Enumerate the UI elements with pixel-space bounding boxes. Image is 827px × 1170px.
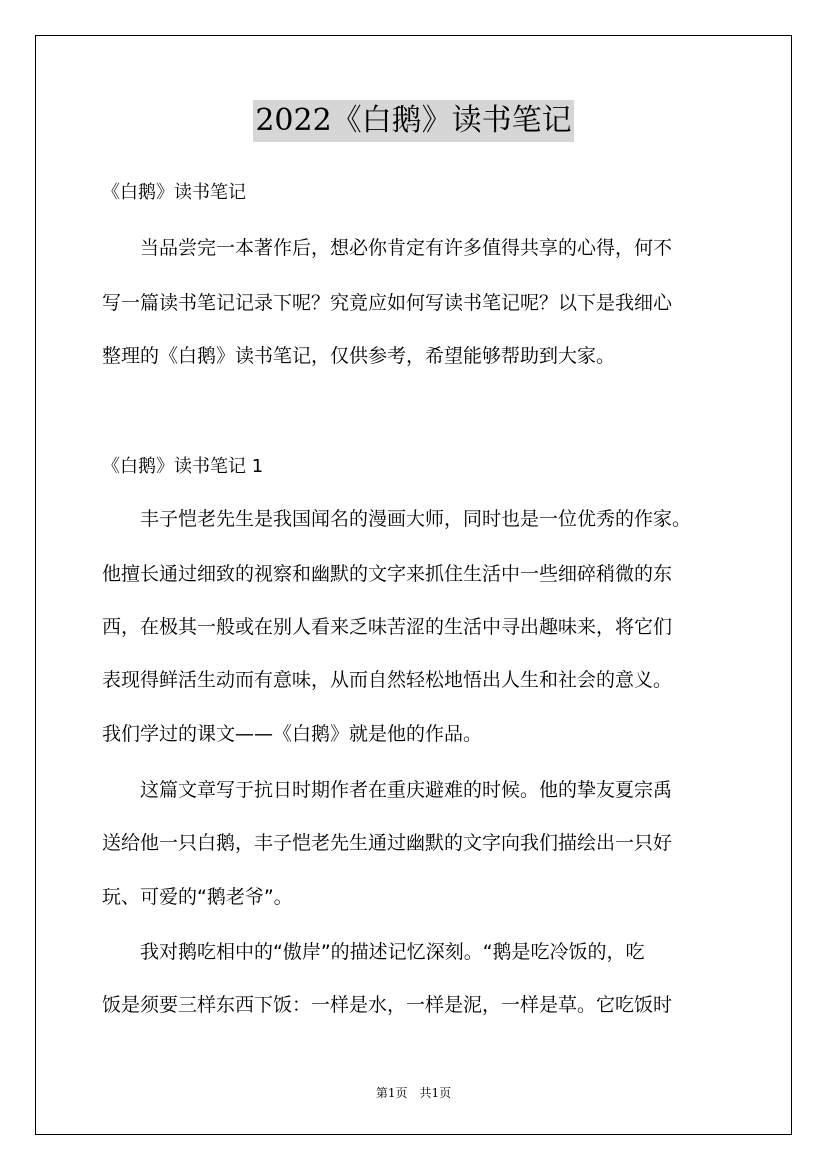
body-line-7: 送给他一只白鹅，丰子恺老先生通过幽默的文字向我们描绘出一只好 xyxy=(102,832,673,854)
document-title: 2022《白鹅》读书笔记 xyxy=(253,100,573,142)
body-line-5: 我们学过的课文——《白鹅》就是他的作品。 xyxy=(102,723,483,745)
section-heading-intro: 《白鹅》读书笔记 xyxy=(102,182,246,203)
body-line-9: 我对鹅吃相中的“傲岸”的描述记忆深刻。“鹅是吃冷饭的，吃 xyxy=(102,941,645,963)
intro-line-1: 当品尝完一本著作后，想必你肯定有许多值得共享的心得，何不 xyxy=(102,237,673,259)
body-line-4: 表现得鲜活生动而有意味，从而自然轻松地悟出人生和社会的意义。 xyxy=(102,669,673,691)
body-line-3: 西，在极其一般或在别人看来乏味苦涩的生活中寻出趣味来，将它们 xyxy=(102,616,673,638)
body-line-8: 玩、可爱的“鹅老爷”。 xyxy=(102,886,293,908)
body-line-6: 这篇文章写于抗日时期作者在重庆避难的时候。他的挚友夏宗禹 xyxy=(102,779,673,801)
page-footer: 第1页 共1页 xyxy=(375,1086,452,1100)
intro-line-3: 整理的《白鹅》读书笔记，仅供参考，希望能够帮助到大家。 xyxy=(102,345,616,367)
body-line-2: 他擅长通过细致的视察和幽默的文字来抓住生活中一些细碎稍微的东 xyxy=(102,563,673,585)
section-heading-1: 《白鹅》读书笔记 1 xyxy=(102,456,264,477)
body-line-10: 饭是须要三样东西下饭：一样是水，一样是泥，一样是草。它吃饭时 xyxy=(102,994,673,1016)
body-line-1: 丰子恺老先生是我国闻名的漫画大师，同时也是一位优秀的作家。 xyxy=(102,508,692,530)
intro-line-2: 写一篇读书笔记记录下呢？究竟应如何写读书笔记呢？以下是我细心 xyxy=(102,292,673,314)
title-container xyxy=(0,100,827,142)
